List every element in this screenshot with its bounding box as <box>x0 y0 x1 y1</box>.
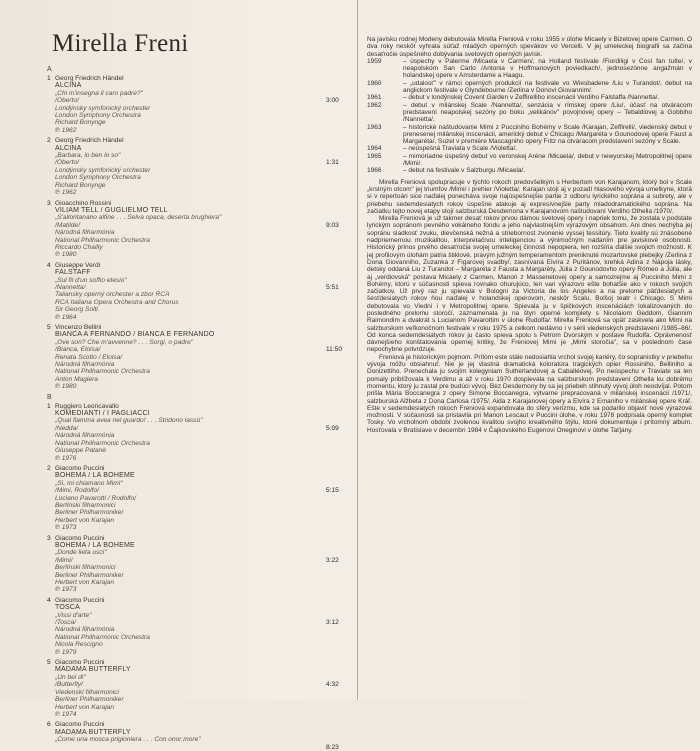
chronology-item <box>367 145 692 152</box>
chronology-year: 1965 <box>367 152 382 160</box>
track-duration: 1:31 <box>326 159 339 167</box>
chronology-text: – debut v londýnskej Covent Garden v Zeffirelliho inscenácii Verdiho Falstaffa /Nannetta/. <box>403 94 660 102</box>
track-work: ALCINA <box>55 144 82 152</box>
track-detail: /Bianca, Eloisa/ <box>55 346 101 354</box>
chronology-item <box>367 167 692 174</box>
track-detail: „Qual fiamma avea nel guardo! . . . Stridono lassù" <box>55 417 203 425</box>
track-detail: Národná filharmónia <box>55 626 115 634</box>
track-composer: Giacomo Puccini <box>55 534 105 542</box>
chronology-text: – úspechy v Palerme /Micaela v Carmen/, na Holland festivale /Fiordiligi v Così fan tutte/, v neapolskom San Carlo /Antonia v Hoffmanových poviedkach/, jednosezónne angažmán v holandskej opere v Amsterdame a Haagu. <box>403 57 692 80</box>
chronology-year: 1966 <box>367 167 382 175</box>
track-number: 6 <box>47 721 51 729</box>
track-duration: 8:23 <box>326 743 339 751</box>
track-detail: Berlínski filharmonici <box>55 501 116 509</box>
track-detail: Luciano Pavarotti / Rodolfo/ <box>55 494 137 502</box>
track-detail: „Chi m'insegna il caro padre?" <box>55 89 143 97</box>
track-detail: „Un bel dì" <box>55 673 86 681</box>
track-detail: „Sul fil d'un soffio etesio" <box>55 276 127 284</box>
bio-paragraphs <box>367 179 692 434</box>
track-detail: „Barbara, io ben lo so" <box>55 152 121 160</box>
track-detail: ℗ 1980 <box>55 383 77 391</box>
track-work: MADAMA BUTTERFLY <box>55 728 131 736</box>
chronology-year: 1962 <box>367 101 382 109</box>
track-detail: ℗ 1973 <box>55 586 77 594</box>
side-label: B <box>47 393 52 401</box>
chronology-year: 1960 <box>367 79 382 87</box>
track-detail: /Mimi, Rodolfo/ <box>55 487 99 495</box>
track-composer: Georg Friedrich Händel <box>55 137 124 145</box>
track-detail: Taliansky operný orchester a zbor RCA <box>55 291 170 299</box>
chronology-year: 1961 <box>367 94 382 102</box>
track-entry <box>47 75 347 134</box>
track-number: 2 <box>47 137 51 145</box>
track-duration: 3:22 <box>326 556 339 564</box>
track-detail: ℗ 1964 <box>55 313 77 321</box>
track-work: BOHÉMA / LA BOHÈME <box>55 541 135 549</box>
track-entry <box>47 403 347 462</box>
track-detail: Národná filharmónia <box>55 229 115 237</box>
track-number: 5 <box>47 324 51 331</box>
track-detail: /Nannetta/ <box>55 283 86 291</box>
track-number: 1 <box>47 75 51 82</box>
bio-intro: Na javisku rodnej Modeny debutovala Mirella Freniová v roku 1955 v úlohe Micaely v Bizetovej opere Carmen. O dva roky neskôr vyhrala súťaž mladých operných spevákov vo Vercelli. V jej umeleckej biografii sa začína desaťročie úspešného dobývania svetových operných javísk. <box>367 36 692 58</box>
track-entry <box>47 137 347 196</box>
track-detail: National Philharmonic Orchestra <box>55 633 150 641</box>
track-detail: ℗ 1973 <box>55 524 77 532</box>
chronology-text: – neúspešná Traviata v Scale /Violetta/. <box>403 145 518 153</box>
track-entry <box>47 324 347 391</box>
track-detail: /Mimi/ <box>55 556 73 564</box>
track-entry <box>47 659 347 718</box>
track-detail: ℗ 1976 <box>55 454 77 462</box>
track-entry <box>47 597 347 656</box>
track-duration: 5:09 <box>326 424 339 432</box>
track-work: KOMEDIANTI / I PAGLIACCI <box>55 410 150 418</box>
track-detail: National Philharmonic Orchestra <box>55 236 150 244</box>
chronology-item <box>367 124 692 146</box>
track-composer: Giacomo Puccini <box>55 464 105 472</box>
track-detail: „Vissi d'arte" <box>55 611 92 619</box>
track-work: MADAMA BUTTERFLY <box>55 666 131 674</box>
chronology-item <box>367 58 692 80</box>
track-entry <box>47 200 347 259</box>
chronology-list <box>367 58 692 175</box>
track-detail: /Tosca/ <box>55 619 77 627</box>
track-detail: Londýnsky symfonický orchester <box>55 166 151 174</box>
track-detail: Richard Bonynge <box>55 119 106 127</box>
track-work: VILIAM TELL / GUGLIELMO TELL <box>55 206 168 214</box>
track-detail: Londýnsky symfonický orchester <box>55 104 151 112</box>
track-detail: ℗ 1962 <box>55 126 77 134</box>
chronology-item <box>367 102 692 124</box>
track-duration: 5:15 <box>326 487 339 495</box>
chronology-item <box>367 80 692 95</box>
track-detail: ℗ 1979 <box>55 648 77 656</box>
track-detail: ℗ 1974 <box>55 710 77 718</box>
track-composer: Ruggiero Leoncavallo <box>55 402 119 410</box>
track-composer: Giuseppe Verdi <box>55 261 101 269</box>
track-detail: „Ove son? Che m'avvenne? . . . Sorgi, o padre" <box>55 338 194 346</box>
track-detail: Renata Scotto / Eloisa/ <box>55 353 123 361</box>
track-detail: Herbert von Karajan <box>55 703 115 711</box>
track-detail: „Come una mosca prigioniera . . . Con onor more" <box>55 736 201 744</box>
page-title: Mirella Freni <box>52 30 189 57</box>
track-composer: Vincenzo Bellini <box>55 324 102 331</box>
chronology-year: 1963 <box>367 123 382 131</box>
track-detail: Giuseppe Patanè <box>55 447 106 455</box>
biography-column <box>367 36 692 434</box>
track-detail: RCA Italiana Opera Orchestra and Chorus <box>55 298 179 306</box>
track-detail: Riccardo Chailly <box>55 243 103 251</box>
track-duration: 9:03 <box>326 221 339 229</box>
track-detail: ℗ 1980 <box>55 251 77 259</box>
track-detail: National Philharmonic Orchestra <box>55 439 150 447</box>
track-entry <box>47 262 347 321</box>
track-work: ALCINA <box>55 82 82 90</box>
track-detail: Národná filharmónia <box>55 361 115 369</box>
chronology-item <box>367 153 692 168</box>
bio-paragraph: Mirella Freniová spolupracuje v týchto rokoch predovšetkým s Herbertom von Karajanom, ktorý bol v Scale „krstným otcom" jej triumfov /Mimi/ i prehier /Violetta/. Karajan stojí aj v pozadí hlasového vývoja umelkyne, ktorá si v repertoári sice naďalej ponecháva svoje najúspešnejšie partie z odboru lyrického soprána a subrety, ale v priebehu sedemdesiatych rokov úspešne atakuje aj expresívnejšie party mladodramatického soprána. Na začiatku tejto novej etapy stojí salzburská Desdemona v Karajanovom naštudovaní Verdiho Othella /1970/. <box>367 178 692 215</box>
track-detail: Berlínski filharmonici <box>55 564 116 572</box>
track-detail: Berliner Philharmoniker <box>55 571 124 579</box>
track-number: 1 <box>47 402 51 410</box>
track-detail: Berliner Philharmoniker <box>55 509 124 517</box>
track-detail: ℗ 1962 <box>55 189 77 197</box>
bio-paragraph: Freniová je historickým pojmom. Prítom este stále nedosiahla vrchol svojej kariéry, čo sopranistky v priebehu vývoja môžu obsiahnuť. Nie je jej vlastná dramatická koloratúra tragických opier Rossiniho, Belliniho a Donizettiho. Prenechala ju svojím kolegyniam Sutherlandovej a Caballéovej. Po neúspechu v Traviate sa len pomaly priblížovala k Verdimu a až v roku 1970 dospievala na salzburskom predstavení Othella ku dobrému momentu, ktorý ju zastal pre budúci vývoj. Bez Desdemony by sa jej priebeh stihnutý vývoj úloh neodvíjal. Potom prišla Mária Boccanegra z opery Simone Boccanegra, výtvarne prepracovaná v milánskej inscenácii /1971/, salzburská Alžbeta z Dona Carlosa /1975/, Aida z Karajanovej opery a Elvíra z Ernaniho v milánskej opere Kráľ. Ešte v sedemdesiatych rokoch Freniová expandovala do sféry verizmu, kde sa podarilo objaviť nové výrazové možnosti. V súčasnosti sa pristavila pri Manon Lescaut v Puccini úlohe, v roku 1978 podpísala operný komplet Tosky. Vo vrcholnom období zvolenou kvalitou svojho kreativného štýlu, ktoré dokumentuje i prítomný album. Hosťovala v Bratislave v decembri 1984 v Čajkovského Eugenovi Oneginovi v úlohe Taťjany. <box>367 353 692 434</box>
track-number: 5 <box>47 659 51 667</box>
track-detail: Herbert von Karajan <box>55 516 115 524</box>
track-detail: /Oberto/ <box>55 97 79 105</box>
track-detail: „S'allontanano alfine . . . Selva opaca, deserta brughiera" <box>55 214 222 222</box>
track-detail: /Oberto/ <box>55 159 79 167</box>
track-work: BIANCA A FERNANDO / BIANCA E FERNANDO <box>55 331 215 339</box>
chronology-text: – historické naštudovanie Mimi z Pucciniho Bohémy v Scale /Karajan, Zeffirelli/, viedenský debut v prenesenej milánskej inscenácii, americký debut v Chicagu /Margaréta v Gounodovej opere Faust a Margaréta/, Suzel v premiére Mascagniho opery Fritz na otváracom predstavení sezóny v Scale. <box>403 123 692 146</box>
track-number: 3 <box>47 534 51 542</box>
track-detail: „Sì, mi chiamano Mimì" <box>55 479 123 487</box>
track-number: 3 <box>47 199 51 207</box>
track-detail: Richard Bonynge <box>55 181 106 189</box>
track-detail: Viedenskí filharmonici <box>55 688 120 696</box>
track-number: 2 <box>47 464 51 472</box>
chronology-text: – „udalosť" v rámci operných produkcií na festivale vo Wiesbadene /Liu v Turandot/, debut na anglickom festivale v Glyndebourne /Zerlina v Donovi Giovannim/. <box>403 79 692 95</box>
chronology-year: 1964 <box>367 145 382 153</box>
track-number: 4 <box>47 261 51 269</box>
side-label: A <box>47 66 52 73</box>
chronology-item <box>367 94 692 101</box>
track-composer: Giacomo Puccini <box>55 721 105 729</box>
track-detail: London Symphony Orchestra <box>55 112 141 120</box>
track-detail: /Nedda/ <box>55 424 79 432</box>
track-work: TOSCA <box>55 604 80 612</box>
track-detail: National Philharmonic Orchestra <box>55 368 150 376</box>
chronology-text: – debut v milánskej Scale /Nannetta/, senzácia v rímskej opere /Liu/, účasť na otváracom predstavení neapolskej sezóny po boku „velikánov" povojnovej opery – Tebaldiovej a Gobbiho /Nannetta/. <box>403 101 692 124</box>
track-duration: 11:50 <box>326 346 343 354</box>
track-detail: /Matilde/ <box>55 221 80 229</box>
track-detail: Herbert von Karajan <box>55 579 115 586</box>
track-detail: Sir Georg Solti <box>55 306 98 314</box>
track-duration: 4:32 <box>326 681 339 689</box>
track-detail: Anton Magiera <box>55 375 98 383</box>
track-detail: London Symphony Orchestra <box>55 174 141 182</box>
chronology-text: – debut na festivale v Salzburgu /Micaela/. <box>403 167 526 175</box>
track-entry <box>47 535 347 594</box>
track-work: FALSTAFF <box>55 269 91 277</box>
track-composer: Georg Friedrich Händel <box>55 75 124 82</box>
track-detail: Berliner Philharmoniker <box>55 696 124 704</box>
track-detail: Národná filharmónia <box>55 432 115 440</box>
track-composer: Giacomo Puccini <box>55 659 105 667</box>
track-detail: Nicola Rescigno <box>55 641 103 649</box>
track-composer: Giacomo Puccini <box>55 596 105 604</box>
track-duration: 3:12 <box>326 619 339 626</box>
track-number: 4 <box>47 596 51 604</box>
track-duration: 5:51 <box>326 283 339 291</box>
track-list <box>47 66 347 751</box>
track-detail: /Butterfly/ <box>55 681 83 689</box>
track-entry <box>47 721 347 751</box>
track-composer: Gioacchino Rossini <box>55 199 112 207</box>
chronology-text: – mimoriadne úspešný debut vo veronskej Aréne /Micaela/, debut v newyorskej Metropolitnej opere /Mimi/. <box>403 152 692 168</box>
chronology-year: 1959 <box>367 57 382 65</box>
track-detail: „Donde lieta uscì" <box>55 549 107 557</box>
track-duration: 3:00 <box>326 97 339 105</box>
bio-paragraph: Mirella Freniová je už takmer desať rokov prvou dámou svetovej opery i napriek tomu, že zostala v podstate lyrickým sopránom pevného vokálneho fondu a jeho najvlastnejším výrazovým obsahom. Ani dnes nechýba jej sopránu sladkosť zvuku, dievčenská nežná a striebornost zvonenie vyssej tessitúry. Tieto kvality sú znásobené nadpriemernou muzikalitou, interpretačnou inteligenciou a výnimočným nadaním pre javiskové osobnosti. Historický prínos prvého desaťročia svojej umeleckej činnosti nepopiera, len rozšíria ďalšie svojich možností. K jej profilovým úlohám patria štiklové, pravým južným temperamentom preniknuté mozartovské plebejky /Zerlina z Dona Giovanniho, Zuzanka z Figarovej svadby/, zasnívaná Elvíra z Puritánov, krehká Adina z Nápoja lásky, detsky oddaná Liu z Turandot – Margaréta z Fausta a Margaréty, Júlia z Gounodovho opery Rómeo a Júlia, ale aj „verdiovská" postava Micaely z Carmen, Manon z Massenetovej opery a samozrejme aj Pucciniho Mimi z Bohémy, ktorú v súčasnosti spieva rovnako ohurujúco, len vari výrazovo ešte bohatšie ako v rokoch svojich začiatkov. Už prvý raz ju spievala v Bologni za Victoria de los Angeles a na prelome päťdesiatych a šesťdesiatych rokov ňou naďalej v holandskej operovom, neskôr Scalu, Bolšoj teatr i Chicago. S Mimi debutovala vo Viedni i v Metropolitnej opere. Spievala ju v špičkových inscenáciách lokalizovaných do posledného prelomu storočí, zaznamenala ju na štyri operné komplety s Nicolaiom Geddom, Giannim Raimondim a dvakrát s Lucianom Pavarottim v úlohe Rudolfa/. Mirella Freniová sa opäť zaskvela ako Mimi na salzburskom veľkonočnom festivale v roku 1975 a celkom nedávno i v sérii viedenských predstavení /1985–86/. Od konca sedemdesiatych rokov ju často spieva spolu s Petrom Dvorským v postave Rudolfa. Oprávnenosť dávnejšieho konštatovania opernej kritiky, že Freniovej Mimi je „Mimi storočia", sa v poslednom čase nepochybne potvrdzuje. <box>367 215 692 354</box>
track-entry <box>47 465 347 532</box>
track-work: BOHÉMA / LA BOHÈME <box>55 472 135 480</box>
